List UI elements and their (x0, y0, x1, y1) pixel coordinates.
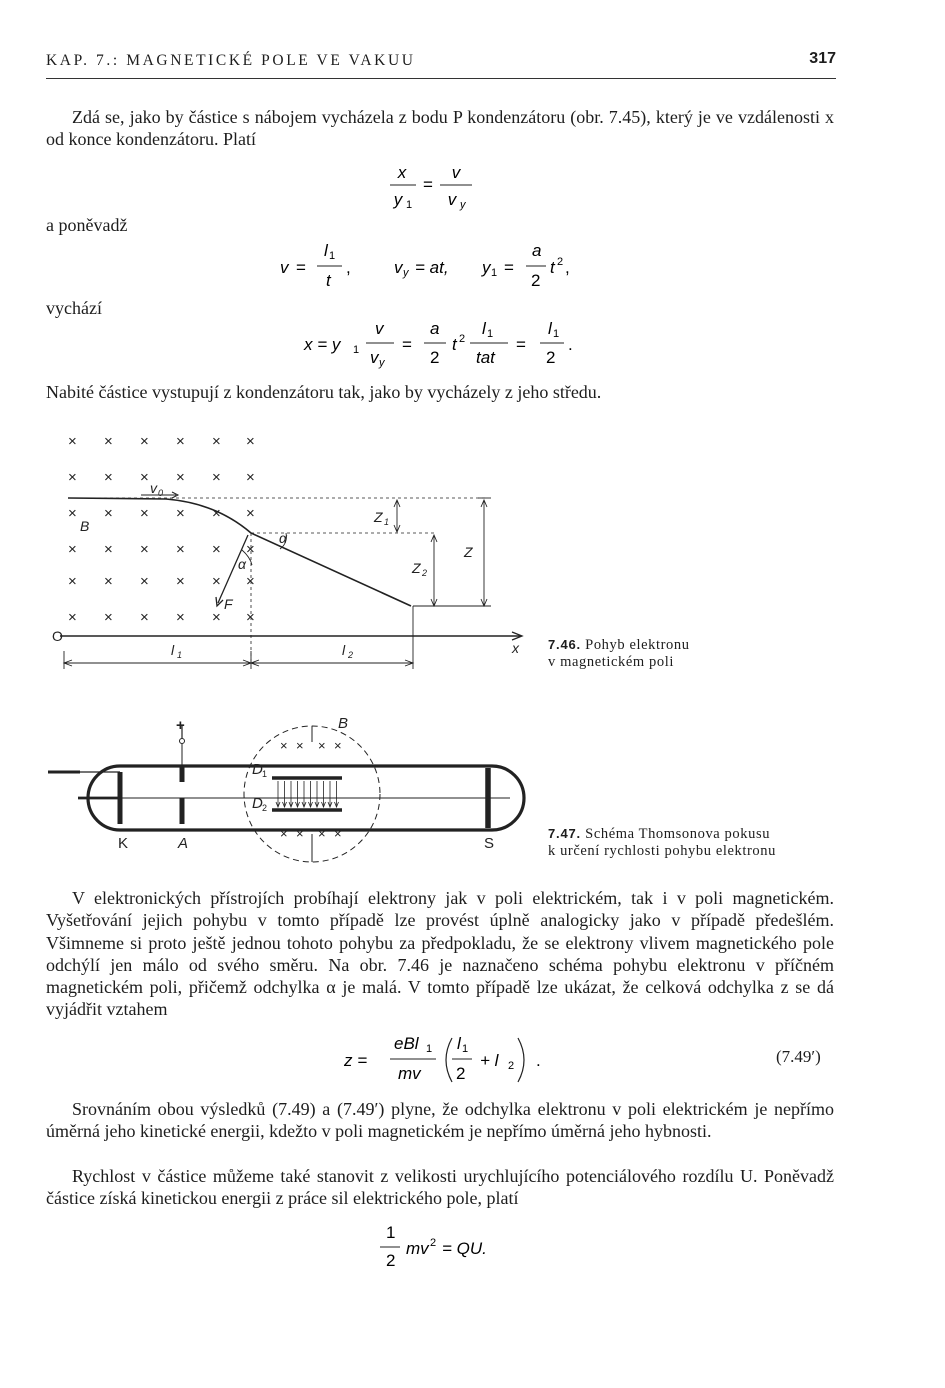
eq2-l-sub: 1 (329, 250, 336, 262)
body-paragraph-3: Rychlost v částice můžeme také stanovit z velikosti urychlujícího potenciálového rozdílu U. Poněvadž částice získá kinetickou energii z práce sil elektrického pole, platí (46, 1166, 834, 1209)
field-cross: × (296, 826, 304, 841)
caption-7-46-number: 7.46. (548, 637, 581, 652)
eq3-eq2: = (516, 335, 526, 354)
eq3-dot: . (568, 335, 573, 354)
eq2-a: a (532, 241, 542, 260)
equation-substitutions (270, 238, 620, 294)
label-z2-sub: 2 (422, 568, 428, 578)
field-cross: × (68, 469, 77, 486)
field-cross: × (246, 573, 255, 590)
field-cross: × (246, 505, 255, 522)
field-cross: × (176, 541, 185, 558)
eq2-t: t (326, 271, 331, 290)
eq3-vy-sub: y (379, 357, 385, 369)
field-cross: × (140, 433, 149, 450)
eq3-t2-sup: 2 (459, 333, 466, 345)
eq2-v: v (280, 258, 289, 277)
label-D1-sub: 1 (262, 769, 268, 779)
eq1-den-v-sub: y (460, 199, 466, 211)
label-z: Z (464, 544, 473, 560)
field-cross: × (212, 541, 221, 558)
label-x: x (512, 640, 519, 656)
eq3-x: x = y (304, 335, 341, 354)
eq4-dot: . (536, 1051, 541, 1070)
label-S: S (484, 835, 495, 852)
conclusion-sentence: Nabité částice vystupují z kondenzátoru tak, jako by vycházely z jeho středu. (46, 382, 602, 402)
field-cross: × (296, 738, 304, 753)
running-title: KAP. 7.: MAGNETICKÉ POLE VE VAKUU (46, 52, 416, 69)
figure-7-46-caption (548, 637, 690, 670)
eq3-l1b-sub: 1 (553, 328, 560, 340)
field-cross: × (246, 609, 255, 626)
equation-result-x (300, 318, 620, 374)
field-cross: × (104, 505, 113, 522)
field-cross: × (334, 826, 342, 841)
eq1-equals: = (423, 175, 433, 194)
field-cross: × (140, 573, 149, 590)
field-cross: × (68, 433, 77, 450)
eq2-comma2: , (565, 258, 570, 277)
label-D1: D (252, 761, 263, 778)
eq2-eq1: = (296, 258, 306, 277)
equation-magnetic-deflection (340, 1032, 580, 1088)
electron-trajectory (68, 498, 411, 606)
field-cross: × (140, 541, 149, 558)
eq5-eq: = QU. (442, 1239, 487, 1258)
field-cross: × (176, 469, 185, 486)
eq2-y1: y (482, 258, 491, 277)
eq3-t2: t (452, 335, 457, 354)
eq3-two: 2 (430, 348, 440, 367)
eq3-two2: 2 (546, 348, 556, 367)
label-D2: D (252, 795, 263, 812)
intro-paragraph: Zdá se, jako by částice s nábojem vycházela z bodu P kondenzátoru (obr. 7.45), který je ve vzdálenosti x od konce kondenzátoru. Platí (46, 107, 834, 150)
header-rule (46, 78, 836, 79)
eq3-vy: v (370, 348, 379, 367)
eq5-mv: mv (406, 1239, 429, 1258)
eq2-t2: t (550, 258, 555, 277)
label-v0-sub: 0 (158, 488, 164, 498)
label-v0: v (150, 480, 157, 496)
eq4-plus-sub: 2 (508, 1060, 515, 1072)
word-vychazi: vychází (46, 298, 102, 318)
field-cross: × (140, 469, 149, 486)
label-O: O (52, 628, 63, 644)
field-cross: × (140, 505, 149, 522)
field-cross: × (212, 505, 221, 522)
eq4-z: z = (344, 1051, 368, 1070)
field-cross: × (246, 541, 255, 558)
field-cross: × (280, 738, 288, 753)
label-K: K (118, 835, 129, 852)
eq3-tat: tat (476, 348, 495, 367)
field-cross: × (140, 609, 149, 626)
eq2-at: = at, (415, 258, 449, 277)
eq1-num-x: x (397, 163, 407, 182)
label-B: B (80, 518, 90, 534)
eq1-den-y-sub: 1 (406, 199, 413, 211)
field-cross: × (318, 738, 326, 753)
label-A: A (178, 835, 189, 852)
label-z2: Z (412, 560, 421, 576)
page-header (46, 50, 836, 76)
eq2-eq3: = (504, 258, 514, 277)
field-cross: × (212, 609, 221, 626)
eq5-mv-sup: 2 (430, 1237, 437, 1249)
field-cross: × (68, 573, 77, 590)
body-paragraph-1: V elektronických přístrojích probíhají elektrony jak v poli elektrickém, tak i v poli magnetickém. Vyšetřování jejich pohybu v tomto případě lze provést úplně analogicky jako v případě předešlém. Všimneme si proto ještě jednou tohoto pohybu za předpokladu, že se elektrony vlivem magnetického pole odchýlí jen málo od svého směru. Na obr. 7.46 je naznačeno schéma pohybu elektronu v příčném magnetickém poli, přičemž odchylka α je malá. V tomto případě lze ukázat, že celková odchylka z se dá vyjádřit vztahem (46, 888, 834, 1020)
label-l2-sub: 2 (348, 650, 354, 660)
eq5-one: 1 (386, 1223, 396, 1242)
field-cross: × (334, 738, 342, 753)
electric-field-arrows (276, 781, 339, 807)
eq3-v: v (375, 319, 384, 338)
eq2-l: l (324, 241, 328, 260)
eq3-eq: = (402, 335, 412, 354)
eq2-vy-sub: y (403, 267, 409, 279)
label-z1-sub: 1 (384, 517, 390, 527)
eq3-x-sub: 1 (353, 344, 360, 356)
label-alpha1: α (279, 530, 287, 546)
field-cross: × (176, 433, 185, 450)
eq2-y1-sub: 1 (491, 267, 498, 279)
field-cross: × (212, 469, 221, 486)
word-ponevadz: a poněvadž (46, 215, 128, 235)
eq1-den-y: y (393, 190, 403, 209)
field-cross: × (212, 433, 221, 450)
label-F: F (224, 596, 233, 612)
caption-7-46-line1: Pohyb elektronu (585, 637, 690, 653)
eq4-num-sub: 1 (426, 1043, 433, 1055)
label-z1: Z (374, 509, 383, 525)
eq2-two: 2 (531, 271, 541, 290)
figure-7-47-caption (548, 826, 776, 859)
field-cross: × (68, 609, 77, 626)
eq4-plus: + l (480, 1051, 499, 1070)
field-cross: × (104, 469, 113, 486)
label-l2: l (342, 642, 346, 658)
field-cross: × (212, 573, 221, 590)
eq4-l1: l (457, 1034, 461, 1053)
label-l1-sub: 1 (177, 650, 183, 660)
field-cross: × (104, 573, 113, 590)
label-B2: B (338, 715, 349, 732)
field-cross: × (318, 826, 326, 841)
caption-7-47-line1: Schéma Thomsonova pokusu (585, 826, 771, 842)
equation-number: (7.49′) (776, 1047, 821, 1066)
field-cross: × (176, 609, 185, 626)
caption-7-47-number: 7.47. (548, 826, 581, 841)
eq3-l1b: l (548, 319, 552, 338)
field-cross: × (246, 433, 255, 450)
eq2-comma1: , (346, 258, 351, 277)
eq1-den-v: v (447, 190, 457, 209)
figure-7-47-thomson-experiment (40, 706, 540, 866)
eq2-t2-sup: 2 (557, 256, 564, 268)
field-cross: × (176, 573, 185, 590)
field-cross: × (280, 826, 288, 841)
body-paragraph-2: Srovnáním obou výsledků (7.49) a (7.49′) plyne, že odchylka elektronu v poli elektrickém je nepřímo úměrná jeho kinetické energii, kdežto v poli magnetickém je nepřímo úměrná jeho hybnosti. (46, 1099, 834, 1142)
eq2-vy: v (394, 258, 403, 277)
eq4-l1-sub: 1 (462, 1043, 469, 1055)
eq4-two: 2 (456, 1064, 466, 1083)
page-number: 317 (809, 50, 836, 67)
caption-7-47-line2: k určení rychlosti pohybu elektronu (548, 842, 776, 859)
eq3-a: a (430, 319, 440, 338)
label-l1: l (171, 642, 175, 658)
label-plus: + (176, 717, 185, 734)
label-minus: − (48, 762, 60, 784)
label-D2-sub: 2 (262, 803, 268, 813)
field-cross: × (68, 541, 77, 558)
eq4-den: mv (398, 1064, 421, 1083)
field-cross: × (104, 541, 113, 558)
field-cross: × (176, 505, 185, 522)
equation-ratio (380, 163, 490, 215)
label-alpha2: α (238, 556, 246, 572)
eq3-l1-sub: 1 (487, 328, 494, 340)
field-cross: × (246, 469, 255, 486)
figure-7-46-electron-deflection (46, 425, 541, 675)
eq4-num: eBl (394, 1034, 419, 1053)
field-cross: × (104, 609, 113, 626)
eq1-num-v: v (451, 163, 461, 182)
eq3-l1: l (482, 319, 486, 338)
field-cross: × (68, 505, 77, 522)
eq5-two: 2 (386, 1251, 396, 1270)
equation-kinetic-energy (370, 1222, 530, 1272)
field-cross: × (104, 433, 113, 450)
caption-7-46-line2: v magnetickém poli (548, 653, 674, 670)
